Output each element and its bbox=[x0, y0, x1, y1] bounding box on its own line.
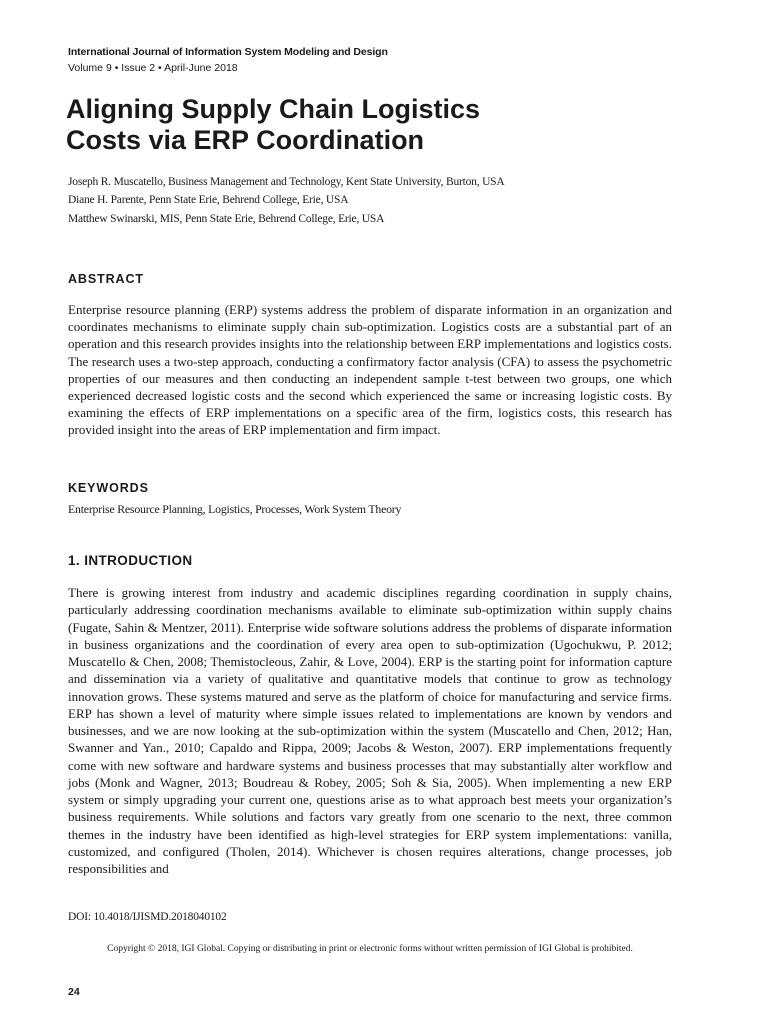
author-1: Joseph R. Muscatello, Business Management and Technology, Kent State University, Burton, USA bbox=[68, 176, 505, 188]
journal-issue: Volume 9 • Issue 2 • April-June 2018 bbox=[68, 62, 238, 74]
page-number: 24 bbox=[68, 986, 80, 998]
doi: DOI: 10.4018/IJISMD.2018040102 bbox=[68, 911, 227, 923]
keywords-text: Enterprise Resource Planning, Logistics, Processes, Work System Theory bbox=[68, 502, 402, 516]
abstract-heading: ABSTRACT bbox=[68, 272, 144, 286]
copyright-notice: Copyright © 2018, IGI Global. Copying or distributing in print or electronic forms without written permission of IGI Global is prohibited. bbox=[107, 944, 633, 954]
article-title bbox=[66, 94, 686, 156]
title-line-2: Costs via ERP Coordination bbox=[66, 125, 425, 155]
author-2: Diane H. Parente, Penn State Erie, Behrend College, Erie, USA bbox=[68, 194, 349, 206]
author-3: Matthew Swinarski, MIS, Penn State Erie, Behrend College, Erie, USA bbox=[68, 213, 385, 225]
keywords-heading: KEYWORDS bbox=[68, 481, 149, 495]
introduction-heading: 1. INTRODUCTION bbox=[68, 553, 193, 568]
abstract-text: Enterprise resource planning (ERP) systems address the problem of disparate information in an organization and coordinates mechanisms to eliminate supply chain sub-optimization. Logistics costs are a substantial part of an operation and this research provides insights into the relationship between ERP implementations and logistics costs. The research uses a two-step approach, conducting a confirmatory factor analysis (CFA) to assess the psychometric properties of our measures and then conducting an independent sample t-test between two groups, one which experienced decreased logistic costs and the second which experienced the same or increasing logistic costs. By examining the effects of ERP implementations on a specific area of the firm, logistics costs, this research has provided insight into the areas of ERP implementation and firm impact. bbox=[68, 302, 672, 438]
journal-name: International Journal of Information System Modeling and Design bbox=[68, 46, 388, 58]
title-line-1: Aligning Supply Chain Logistics bbox=[66, 94, 481, 124]
introduction-text: There is growing interest from industry and academic disciplines regarding coordination in supply chains, particularly addressing coordination mechanisms available to eliminate sub-optimization within supply chains (Fugate, Sahin & Mentzer, 2011). Enterprise wide software solutions address the problems of disparate information in business organizations and the coordination of every area open to sub-optimization (Ugochukwu, P. 2012; Muscatello & Chen, 2008; Themistocleous, Zahir, & Love, 2004). ERP is the starting point for information capture and dissemination via a variety of qualitative and quantitative models that continue to grow as technology innovation grows. These systems matured and serve as the platform of choice for manufacturing and service firms. ERP has shown a level of maturity where simple issues related to implementations are known by vendors and businesses, and we are now looking at the sub-optimization within the system (Muscatello and Chen, 2012; Han, Swanner and Yan., 2010; Capaldo and Rippa, 2009; Jacobs & Weston, 2007). ERP implementations frequently come with new software and hardware systems and business processes that may substantially alter workflow and jobs (Monk and Wagner, 2013; Boudreau & Robey, 2005; Soh & Sia, 2005). When implementing a new ERP system or simply upgrading your current one, questions arise as to what approach best meets your organization’s business requirements. While solutions and factors vary greatly from one scenario to the next, three common themes in the industry have been identified as high-level strategies for ERP system implementations: vanilla, customized, and configured (Tholen, 2014). Whichever is chosen requires alterations, change processes, job responsibilities and bbox=[68, 585, 672, 876]
